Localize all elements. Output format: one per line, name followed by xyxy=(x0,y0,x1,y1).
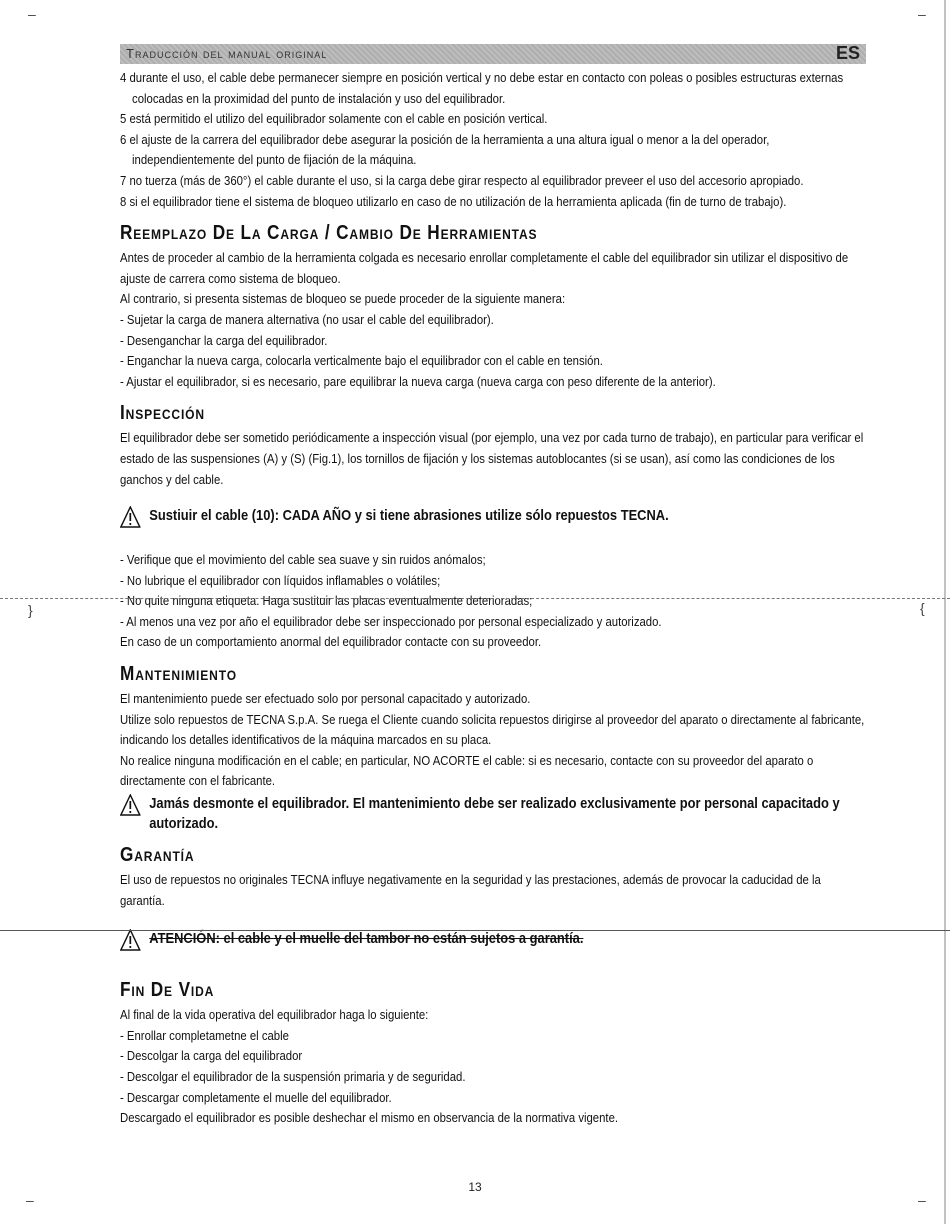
paragraph: Al final de la vida operativa del equilibrador haga lo siguiente: xyxy=(120,1007,429,1023)
intro-item: 8 si el equilibrador tiene el sistema de bloqueo utilizarlo en caso de no utilización de la herramienta aplicada (fin de turno de trabajo). xyxy=(120,193,787,209)
intro-item: 4 durante el uso, el cable debe permanecer siempre en posición vertical y no debe estar en contacto con poleas o posibles estructuras externas colocadas en la proximidad del punto de instalación y uso del equilibrador. xyxy=(120,70,844,106)
corner-mark: – xyxy=(918,6,926,22)
section-title-garantia: Garantía xyxy=(120,844,195,867)
corner-mark: – xyxy=(26,1192,34,1208)
list-item: - Enganchar la nueva carga, colocarla verticalmente bajo el equilibrador con el cable en tensión. xyxy=(120,353,603,369)
list-item: - Descargar completamente el muelle del equilibrador. xyxy=(120,1089,392,1105)
margin-bracket-right: { xyxy=(920,600,925,616)
section-title-mantenimiento: Mantenimiento xyxy=(120,663,237,686)
warning-text: ATENCIÓN: el cable y el muelle del tambor no están sujetos a garantía. xyxy=(149,930,584,948)
fold-line xyxy=(0,598,950,599)
scan-line xyxy=(0,930,950,931)
intro-item: 7 no tuerza (más de 360°) el cable durante el uso, si la carga debe girar respecto al equilibrador preveer el uso del accesorio apropiado. xyxy=(120,172,804,188)
warning-text: Sustiuir el cable (10): CADA AÑO y si tiene abrasiones utilize sólo repuestos TECNA. xyxy=(149,507,669,525)
list-item: - Desenganchar la carga del equilibrador. xyxy=(120,332,328,348)
intro-item: 6 el ajuste de la carrera del equilibrador debe asegurar la posición de la herramienta a una altura igual o menor a la del operador, independientemente del punto de fijación de la máquina. xyxy=(120,131,770,168)
warning-triangle-icon xyxy=(120,929,141,951)
section-title-fin-de-vida: Fin De Vida xyxy=(120,979,215,1002)
list-item: - No lubrique el equilibrador con líquidos inflamables o volátiles; xyxy=(120,572,441,588)
list-item: - Sujetar la carga de manera alternativa (no usar el cable del equilibrador). xyxy=(120,311,494,327)
list-item: - Verifique que el movimiento del cable sea suave y sin ruidos anómalos; xyxy=(120,552,486,568)
intro-item: 5 está permitido el utilizo del equilibrador solamente con el cable en posición vertical. xyxy=(120,111,548,127)
paragraph: El uso de repuestos no originales TECNA influye negativamente en la seguridad y las prestaciones, además de provocar la caducidad de la garantía. xyxy=(120,872,821,908)
section-title-inspeccion: Inspección xyxy=(120,402,205,425)
warning-cable-replacement xyxy=(120,506,868,528)
section-title-reemplazo: Reemplazo De La Carga / Cambio De Herramientas xyxy=(120,222,538,245)
page-number: 13 xyxy=(468,1180,482,1194)
list-item: - No quite ninguna etiqueta. Haga sustituir las placas eventualmente deterioradas; xyxy=(120,593,533,609)
paragraph: En caso de un comportamiento anormal del equilibrador contacte con su proveedor. xyxy=(120,634,542,650)
warning-triangle-icon xyxy=(120,794,141,816)
list-item: - Descolgar el equilibrador de la suspensión primaria y de seguridad. xyxy=(120,1069,466,1084)
margin-bracket-left: } xyxy=(28,602,33,618)
page-header xyxy=(120,44,866,64)
corner-mark: – xyxy=(918,1192,926,1208)
list-item: - Descolgar la carga del equilibrador xyxy=(120,1048,303,1064)
scan-edge xyxy=(944,0,946,1224)
paragraph: Antes de proceder al cambio de la herramienta colgada es necesario enrollar completamente el cable del equilibrador sin utilizar el dispositivo de ajuste de carrera como sistema de bloqueo. xyxy=(120,250,849,286)
paragraph: Utilize solo repuestos de TECNA S.p.A. Se ruega el Cliente cuando solicita repuestos dirigirse al proveedor del aparato o directamente al fabricante, indicando los detalles identificativos de la máquina marcados en su placa. xyxy=(120,711,865,748)
header-title: Traducción del manual original xyxy=(126,46,328,61)
corner-mark: – xyxy=(28,6,36,22)
paragraph: Al contrario, si presenta sistemas de bloqueo se puede proceder de la siguiente manera: xyxy=(120,291,566,307)
paragraph: Descargado el equilibrador es posible deshechar el mismo en observancia de la normativa vigente. xyxy=(120,1110,619,1126)
warning-warranty xyxy=(120,929,868,951)
list-item: - Al menos una vez por año el equilibrador debe ser inspeccionado por personal especializado y autorizado. xyxy=(120,613,662,629)
list-item: - Ajustar el equilibrador, si es necesario, pare equilibrar la nueva carga (nueva carga con peso diferente de la anterior). xyxy=(120,373,716,389)
paragraph: El equilibrador debe ser sometido periódicamente a inspección visual (por ejemplo, una vez por cada turno de trabajo), en particular para verificar el estado de las suspensiones (A) y (S) (Fig.1), los tornillos de fijación y los sistemas autoblocantes (si se usan), así como las condiciones de los ganchos y del cable. xyxy=(120,430,864,487)
warning-text: Jamás desmonte el equilibrador. El mantenimiento debe ser realizado exclusivamente por personal capacitado y autorizado. xyxy=(149,795,840,833)
warning-maintenance xyxy=(120,794,868,834)
paragraph: No realice ninguna modificación en el cable; en particular, NO ACORTE el cable: si es necesario, contacte con su proveedor del aparato o directamente con el fabricante. xyxy=(120,752,814,789)
warning-triangle-icon xyxy=(120,506,141,528)
intro-list xyxy=(120,68,868,212)
language-badge: ES xyxy=(835,43,860,63)
list-item: - Enrollar completametne el cable xyxy=(120,1027,289,1043)
paragraph: El mantenimiento puede ser efectuado solo por personal capacitado y autorizado. xyxy=(120,691,531,707)
